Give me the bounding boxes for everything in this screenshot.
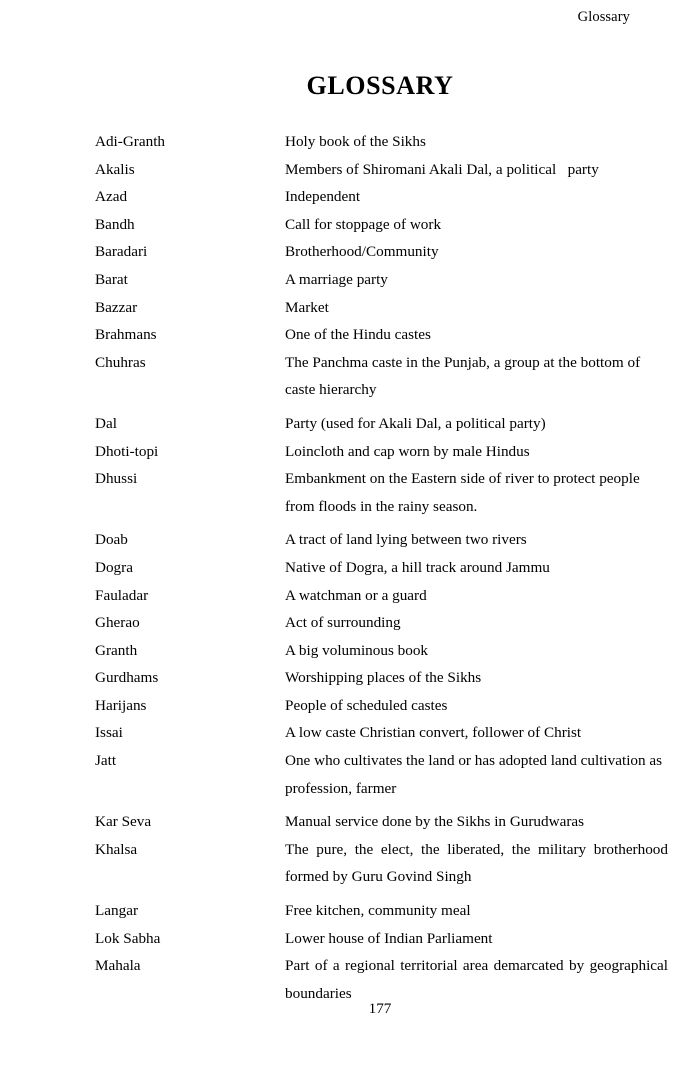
glossary-entry [95, 211, 668, 239]
glossary-entry [95, 349, 668, 404]
glossary-term: Doab [95, 531, 128, 549]
glossary-term: Bandh [95, 215, 135, 233]
glossary-definition: Native of Dogra, a hill track around Jammu [285, 558, 550, 576]
glossary-definition: One of the Hindu castes [285, 326, 431, 344]
glossary-definition: Lower house of Indian Parliament [285, 929, 493, 947]
glossary-entry [95, 925, 668, 953]
page-number: 177 [368, 1000, 392, 1017]
glossary-entry [95, 238, 668, 266]
glossary-definition: Free kitchen, community meal [285, 902, 471, 920]
glossary-term: Akalis [95, 160, 135, 178]
glossary-definition: People of scheduled castes [285, 696, 448, 714]
glossary-term: Mahala [95, 957, 141, 975]
glossary-definition: The Panchma caste in the Punjab, a group at the bottom of caste hierarchy [285, 353, 644, 399]
glossary-term: Adi-Granth [95, 133, 166, 150]
glossary-definition: Part of a regional territorial area demarcated by geographical boundaries [285, 957, 672, 1002]
glossary-entry [95, 128, 668, 156]
glossary-definition: A big voluminous book [285, 641, 429, 659]
glossary-definition: Loincloth and cap worn by male Hindus [285, 442, 530, 460]
glossary-list [95, 128, 672, 1007]
glossary-term: Fauladar [95, 586, 149, 604]
page-title: GLOSSARY [306, 71, 454, 101]
glossary-definition: A low caste Christian convert, follower of Christ [285, 724, 582, 742]
glossary-term: Khalsa [95, 840, 138, 858]
glossary-definition: Manual service done by the Sikhs in Gurudwaras [285, 813, 585, 831]
glossary-definition: Market [285, 298, 329, 316]
glossary-term: Barat [95, 270, 128, 288]
glossary-definition: Independent [285, 188, 361, 206]
glossary-entry [95, 526, 668, 554]
glossary-entry [95, 808, 668, 836]
glossary-entry [95, 321, 668, 349]
glossary-term: Langar [95, 902, 139, 920]
glossary-entry [95, 609, 668, 637]
glossary-term: Azad [95, 188, 128, 206]
glossary-definition: Worshipping places of the Sikhs [285, 669, 482, 687]
glossary-term: Harijans [95, 696, 147, 714]
glossary-entry [95, 465, 668, 520]
glossary-term: Brahmans [95, 326, 157, 344]
glossary-entry [95, 554, 668, 582]
glossary-term: Baradari [95, 243, 148, 261]
glossary-entry [95, 719, 668, 747]
glossary-entry [95, 637, 668, 665]
glossary-definition: Embankment on the Eastern side of river to protect people from floods in the rainy season. [285, 470, 644, 515]
glossary-term: Dhoti-topi [95, 442, 159, 460]
glossary-definition: Brotherhood/Community [285, 243, 439, 261]
glossary-definition: Members of Shiromani Akali Dal, a political party [285, 160, 599, 178]
glossary-term: Dogra [95, 558, 133, 576]
glossary-term: Dhussi [95, 470, 138, 488]
glossary-term: Jatt [95, 752, 117, 770]
glossary-entry [95, 266, 668, 294]
glossary-term: Dal [95, 414, 117, 432]
glossary-definition: Call for stoppage of work [285, 215, 442, 233]
running-header: Glossary [577, 9, 630, 25]
glossary-definition: The pure, the elect, the liberated, the military brotherhood formed by Guru Govind Singh [285, 840, 672, 886]
glossary-definition: A watchman or a guard [285, 586, 427, 604]
glossary-definition: Holy book of the Sikhs [285, 133, 426, 150]
glossary-term: Gurdhams [95, 669, 159, 687]
glossary-definition: Act of surrounding [285, 614, 401, 632]
glossary-definition: A tract of land lying between two rivers [285, 531, 527, 549]
glossary-term: Bazzar [95, 298, 138, 316]
glossary-definition: A marriage party [285, 270, 388, 288]
glossary-entry [95, 183, 668, 211]
glossary-term: Chuhras [95, 353, 146, 371]
glossary-entry [95, 582, 668, 610]
glossary-entry [95, 747, 668, 802]
glossary-term: Granth [95, 641, 138, 659]
glossary-term: Issai [95, 724, 123, 742]
glossary-term: Gherao [95, 614, 140, 632]
glossary-entry [95, 897, 668, 925]
glossary-term: Kar Seva [95, 813, 152, 831]
glossary-entry [95, 294, 668, 322]
glossary-term: Lok Sabha [95, 929, 161, 947]
glossary-entry [95, 836, 672, 891]
glossary-entry [95, 664, 668, 692]
glossary-entry [95, 410, 668, 438]
glossary-definition: Party (used for Akali Dal, a political party) [285, 414, 546, 432]
glossary-entry [95, 438, 668, 466]
glossary-entry [95, 692, 668, 720]
glossary-definition: One who cultivates the land or has adopted land cultivation as profession, farmer [285, 752, 666, 797]
glossary-entry [95, 156, 668, 184]
